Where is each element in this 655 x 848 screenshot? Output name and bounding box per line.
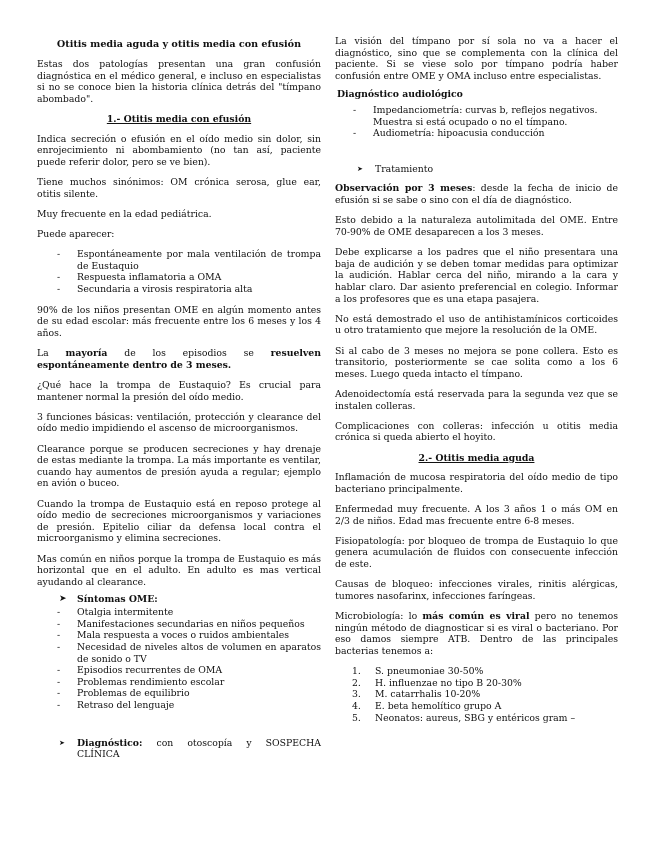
list-item: - Mala respuesta a voces o ruidos ambientales <box>37 630 321 642</box>
audiologic-title: Diagnóstico audiológico <box>337 89 463 101</box>
list-item: - Impedanciometría: curvas b, reflejos negativos. Muestra si está ocupado o no el tímpano. <box>335 105 618 128</box>
paragraph: Puede aparecer: <box>37 229 115 241</box>
paragraph: Fisiopatología: por bloqueo de trompa de Eustaquio lo que genera acumulación de fluidos con consecuente infección de este. <box>335 535 618 571</box>
list-text: E. beta hemolítico grupo A <box>375 700 502 712</box>
text-run: La <box>37 348 66 360</box>
paragraph: Causas de bloqueo: infecciones virales, rinitis alérgicas, tumores nasofarinx, infecciones faríngeas. <box>335 579 618 602</box>
list-item: - Otalgia intermitente <box>37 607 321 619</box>
list-text: Neonatos: aureus, SBG y entéricos gram – <box>375 712 576 724</box>
paragraph: Esto debido a la naturaleza autolimitada del OME. Entre 70-90% de OME desaparecen a los 3 meses. <box>335 215 618 238</box>
bold-text: resuelven espontáneamente dentro de 3 meses. <box>37 348 321 371</box>
paragraph-observation <box>335 183 618 206</box>
section-title-oma: 2.- Otitis media aguda <box>418 452 535 464</box>
treatment-label: Tratamiento <box>375 163 434 175</box>
right-column <box>335 36 618 724</box>
list-text: S. pneumoniae 30-50% <box>375 666 484 678</box>
list-item <box>335 701 618 713</box>
bold-text: más común es viral <box>422 611 530 623</box>
paragraph: Inflamación de mucosa respiratoria del oído medio de tipo bacteriano principalmente. <box>335 472 618 495</box>
list-number: 4. <box>352 700 361 712</box>
paragraph: Mas común en niños porque la trompa de Eustaquio es más horizontal que en el adulto. En adulto es mas vertical ayudando al clearance. <box>37 553 321 588</box>
diagnosis-label: Diagnóstico: <box>77 737 143 749</box>
bacteria-list <box>335 666 618 724</box>
symptoms-list <box>37 607 321 711</box>
list-text: H. influenzae no tipo B 20-30% <box>375 677 522 689</box>
document-title: Otitis media aguda y otitis media con efusión <box>56 39 302 50</box>
section-title-ome: 1.- Otitis media con efusión <box>106 114 252 126</box>
list-number: 1. <box>352 666 361 678</box>
paragraph: Muy frecuente en la edad pediátrica. <box>37 208 212 220</box>
list-item <box>335 666 618 678</box>
bold-text: Observación por 3 meses <box>335 183 473 195</box>
list-item: - Secundaria a virosis respiratoria alta <box>37 284 321 296</box>
list-item: - Respuesta inflamatoria a OMA <box>37 272 321 284</box>
text-run: pero no tenemos ningún método de diagnosticar si es viral o bacteriano. Por eso damos siempre ATB. Dentro de las principales bacterias tenemos a: <box>335 611 618 657</box>
symptoms-title: Síntomas OME: <box>77 594 158 606</box>
diagnosis-text: con otoscopía y SOSPECHA CLÍNICA <box>77 737 321 761</box>
list-item: - Episodios recurrentes de OMA <box>37 665 321 677</box>
audiologic-list <box>335 105 618 140</box>
symptoms-heading <box>37 594 321 606</box>
diagnosis-line <box>37 738 321 761</box>
paragraph: Adenoidectomía está reservada para la segunda vez que se instalen colleras. <box>335 388 618 412</box>
paragraph: La visión del tímpano por sí sola no va a hacer el diagnóstico, sino que se complementa con la clínica del paciente. Si se viese solo por tímpano podría haber confusión entre OME y OMA incluso entre especialistas. <box>335 36 618 82</box>
text-run: de los episodios se <box>107 348 271 360</box>
list-number: 5. <box>352 712 361 724</box>
intro-paragraph: Estas dos patologías presentan una gran confusión diagnóstica en el médico general, e incluso en especialistas si no se conoce bien la historia clínica detrás del "tímpano abombado". <box>37 58 321 105</box>
arrow-bullet-icon: ➤ <box>59 594 67 605</box>
paragraph: Cuando la trompa de Eustaquio está en reposo protege al oído medio de secreciones microorganismos y variaciones de presión. Epitelio ciliar da defensa local contra el microorganismo y elimina secreciones. <box>37 498 321 545</box>
bold-text: mayoría <box>65 348 108 360</box>
text-run: Microbiología: lo <box>335 611 423 623</box>
list-item: - Espontáneamente por mala ventilación de trompa de Eustaquio <box>37 249 321 272</box>
paragraph: 3 funciones básicas: ventilación, protección y clearance del oído medio impidiendo el ascenso de microorganismos. <box>37 411 321 435</box>
paragraph: 90% de los niños presentan OME en algún momento antes de su edad escolar: más frecuente entre los 6 meses y los 4 años. <box>37 304 321 339</box>
list-item: - Problemas rendimiento escolar <box>37 677 321 689</box>
left-column <box>37 36 321 765</box>
list-item: - Necesidad de niveles altos de volumen en aparatos de sonido o TV <box>37 642 321 665</box>
list-number: 3. <box>352 689 361 701</box>
list-number: 2. <box>352 677 361 689</box>
list-item: - Audiometría: hipoacusia conducción <box>335 128 618 140</box>
list-item: - Problemas de equilibrio <box>37 688 321 700</box>
list-item <box>335 678 618 690</box>
paragraph: ¿Qué hace la trompa de Eustaquio? Es crucial para mantener normal la presión del oído medio. <box>37 379 321 403</box>
arrow-bullet-icon: ➤ <box>357 164 363 173</box>
appear-list <box>37 249 321 295</box>
paragraph: Debe explicarse a los padres que el niño presentara una baja de audición y se deben tomar medidas para optimizar la audición. Hablar cerca del niño, mirando a la cara y hablar claro. Dar asiento preferencial en colegio. Informar a los profesores que es una etapa pasajera. <box>335 247 618 305</box>
paragraph-resolution <box>37 348 321 371</box>
text-run: : desde la fecha de inicio de efusión si se sabe o sino con el día de diagnóstico. <box>335 183 619 207</box>
paragraph: Clearance porque se producen secreciones y hay drenaje de estas mediante la trompa. La más importante es ventilar, cuando hay aumentos de presión ayuda a regular; ejemplo en avión o buceo. <box>37 443 321 490</box>
paragraph: Tiene muchos sinónimos: OM crónica serosa, glue ear, otitis silente. <box>37 177 321 200</box>
list-item: - Retraso del lenguaje <box>37 700 321 712</box>
list-item <box>335 689 618 701</box>
paragraph: Complicaciones con colleras: infección u otitis media crónica si queda abierto el hoyito. <box>335 420 618 444</box>
treatment-heading <box>335 164 618 176</box>
paragraph-microbiology <box>335 611 618 657</box>
paragraph: Enfermedad muy frecuente. A los 3 años 1 o más OM en 2/3 de niños. Edad mas frecuente entre 6-8 meses. <box>335 504 618 527</box>
list-text: M. catarrhalis 10-20% <box>375 689 481 701</box>
paragraph: Si al cabo de 3 meses no mejora se pone collera. Esto es transitorio, posteriormente se cae solita como a los 6 meses. Luego queda intacto el tímpano. <box>335 345 618 380</box>
list-item: - Manifestaciones secundarias en niños pequeños <box>37 619 321 631</box>
list-item <box>335 713 618 725</box>
paragraph: Indica secreción o efusión en el oído medio sin dolor, sin enrojecimiento ni abombamiento (no tan así, paciente puede referir dolor, pero se ve bien). <box>37 133 321 168</box>
arrow-bullet-icon: ➤ <box>59 738 65 747</box>
paragraph: No está demostrado el uso de antihistamínicos corticoides u otro tratamiento que mejore la resolución de la OME. <box>335 313 618 337</box>
